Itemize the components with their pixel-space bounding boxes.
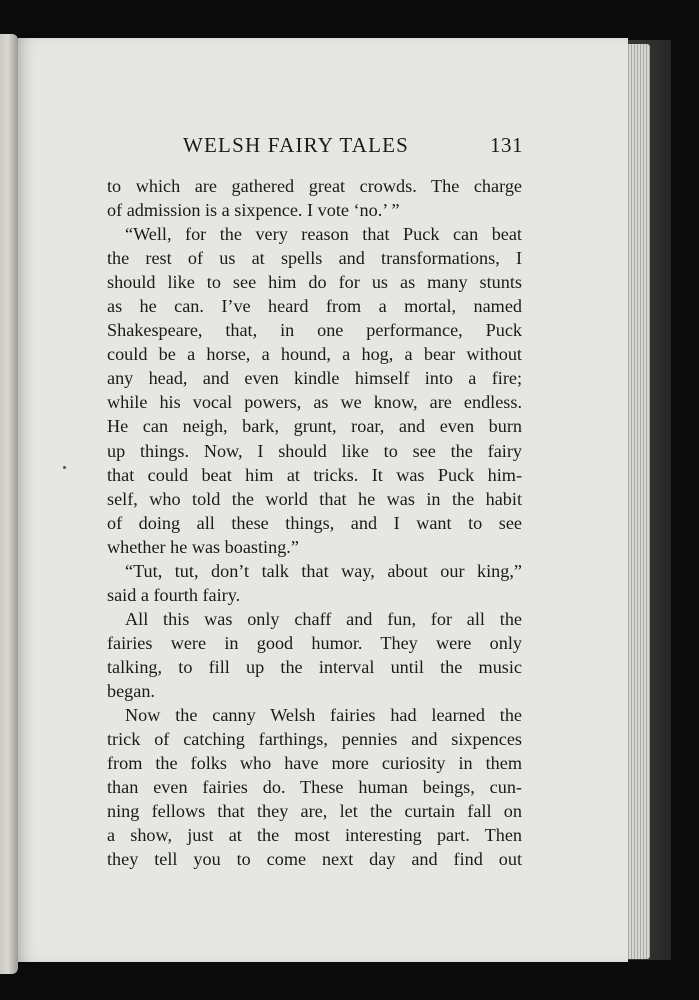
left-page-edge bbox=[0, 34, 18, 974]
text-line: began. bbox=[107, 680, 155, 701]
text-line: ning fellows that they are, let the curtain fall on bbox=[107, 801, 522, 822]
running-head bbox=[18, 133, 628, 163]
text-line: whether he was boasting.” bbox=[107, 536, 299, 557]
text-line: they tell you to come next day and find out bbox=[107, 849, 522, 870]
running-title: WELSH FAIRY TALES bbox=[183, 133, 410, 157]
text-line: while his vocal powers, as we know, are endless. bbox=[107, 392, 522, 413]
text-line: He can neigh, bark, grunt, roar, and even burn bbox=[107, 416, 522, 437]
book-page bbox=[18, 38, 628, 962]
text-line: the rest of us at spells and transformations, I bbox=[107, 248, 522, 269]
text-line: of admission is a sixpence. I vote ‘no.’ ” bbox=[107, 200, 400, 221]
text-line: could be a horse, a hound, a hog, a bear without bbox=[107, 344, 522, 365]
text-line: than even fairies do. These human beings, cun- bbox=[107, 777, 522, 798]
text-line: from the folks who have more curiosity in them bbox=[107, 753, 522, 774]
body-text bbox=[107, 174, 522, 871]
text-line: should like to see him do for us as many stunts bbox=[107, 272, 522, 293]
text-line: self, who told the world that he was in the habit bbox=[107, 488, 522, 509]
text-line: to which are gathered great crowds. The charge bbox=[107, 176, 522, 196]
text-line: trick of catching farthings, pennies and sixpences bbox=[107, 729, 522, 750]
text-line: any head, and even kindle himself into a fire; bbox=[107, 368, 522, 389]
text-line: of doing all these things, and I want to see bbox=[107, 512, 522, 533]
text-line: All this was only chaff and fun, for all the bbox=[125, 608, 522, 629]
text-line: that could beat him at tricks. It was Puck him- bbox=[107, 464, 522, 485]
text-line: fairies were in good humor. They were only bbox=[107, 632, 522, 653]
margin-mark bbox=[63, 466, 66, 469]
text-line: a show, just at the most interesting part. Then bbox=[107, 825, 522, 846]
text-line: “Well, for the very reason that Puck can beat bbox=[125, 224, 522, 245]
text-line: said a fourth fairy. bbox=[107, 584, 241, 605]
text-line: talking, to fill up the interval until the music bbox=[107, 656, 522, 677]
text-line: Now the canny Welsh fairies had learned the bbox=[125, 705, 522, 726]
text-line: Shakespeare, that, in one performance, Puck bbox=[107, 320, 522, 341]
page-number: 131 bbox=[490, 133, 523, 157]
text-line: “Tut, tut, don’t talk that way, about our king,” bbox=[125, 560, 522, 581]
text-line: up things. Now, I should like to see the fairy bbox=[107, 440, 522, 461]
text-line: as he can. I’ve heard from a mortal, named bbox=[107, 296, 522, 317]
